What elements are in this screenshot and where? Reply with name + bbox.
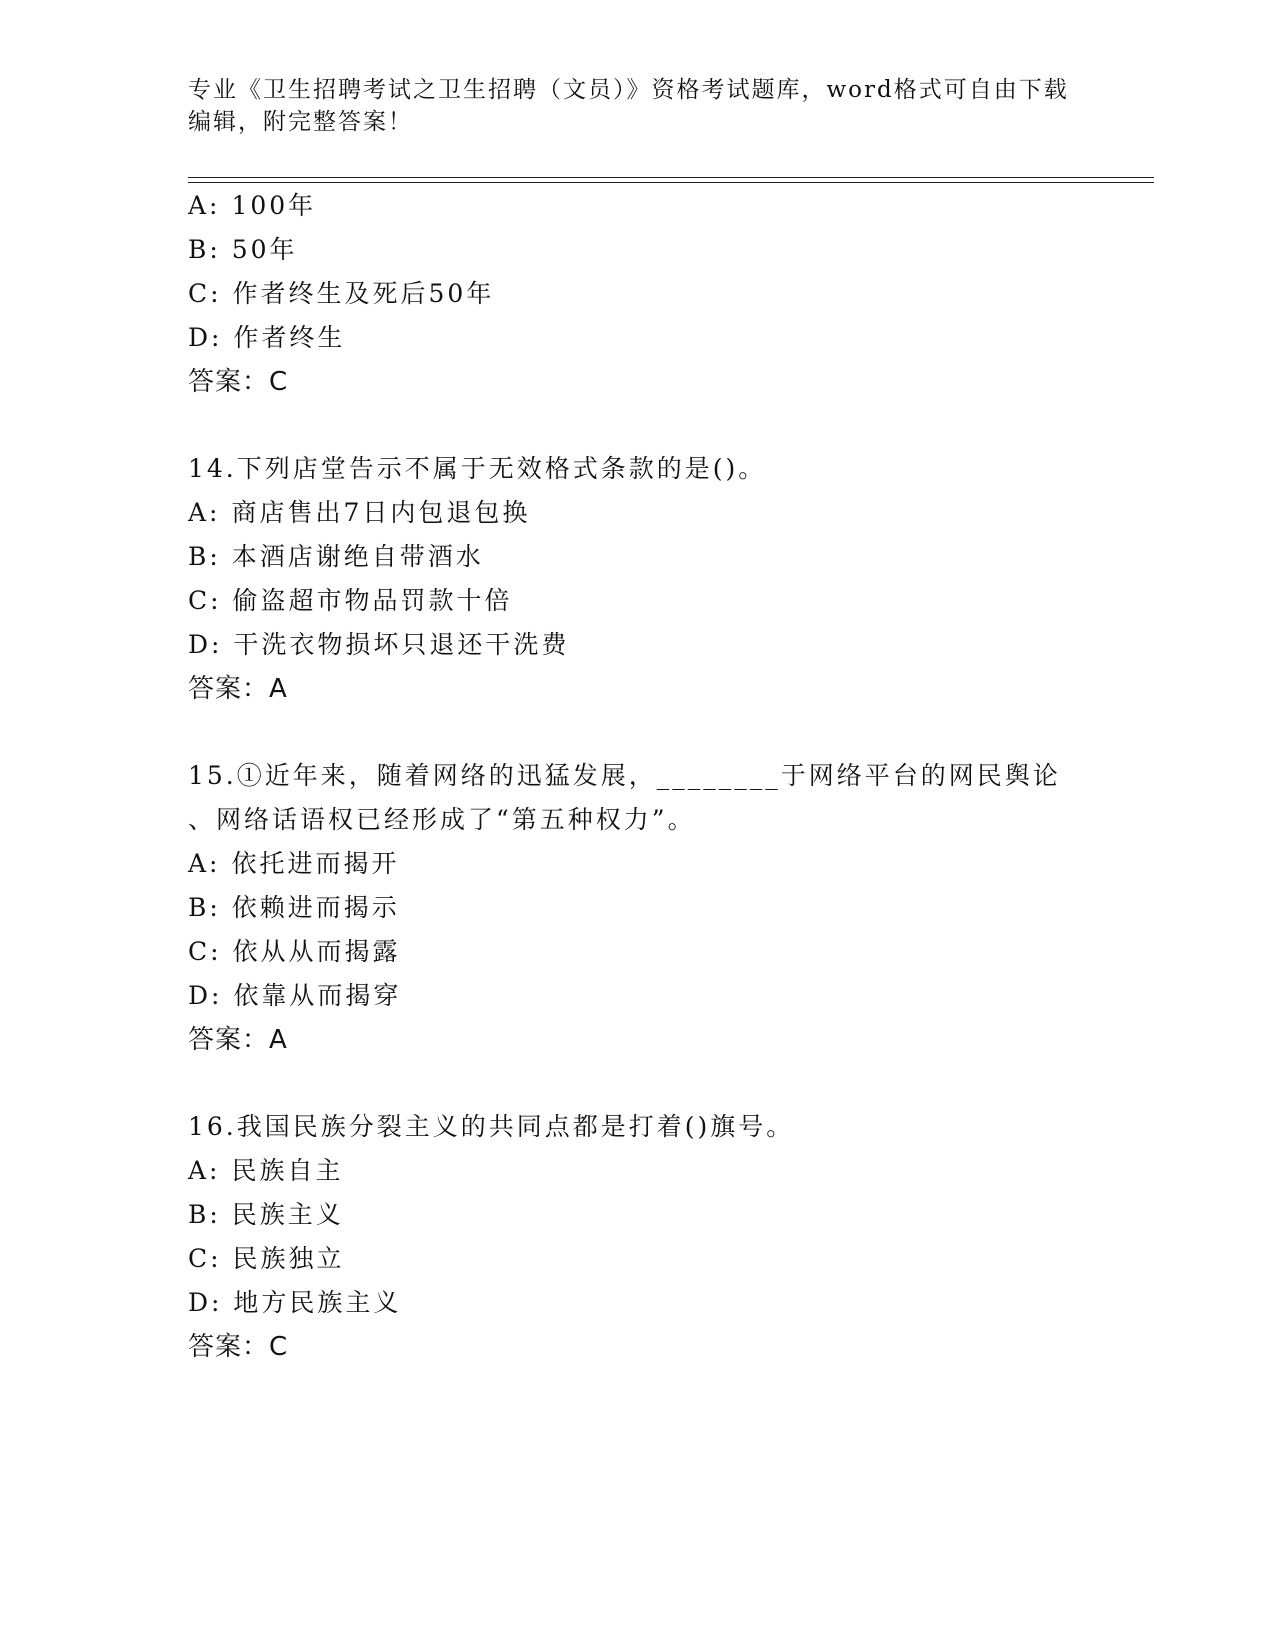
option-text: 偷盗超市物品罚款十倍 <box>232 586 513 615</box>
question-text: 下列店堂告示不属于无效格式条款的是()。 <box>236 454 767 483</box>
question-16-answer <box>188 1331 288 1363</box>
question-number: 14. <box>188 454 237 483</box>
option-text: 作者终生及死后50年 <box>232 279 495 308</box>
answer-value: C <box>269 367 289 397</box>
option-letter: C: <box>188 1244 222 1273</box>
question-14-option-c <box>188 585 513 617</box>
option-text: 依从从而揭露 <box>232 937 401 966</box>
option-letter: B: <box>188 542 221 571</box>
option-text: 地方民族主义 <box>233 1288 402 1317</box>
option-letter: B: <box>188 893 221 922</box>
header-divider-bottom <box>188 182 1154 183</box>
answer-label: 答案： <box>188 1332 270 1362</box>
option-letter: A: <box>188 498 221 527</box>
question-15-option-b <box>188 892 400 924</box>
question-14-option-b <box>188 541 484 573</box>
option-text: 依靠从而揭穿 <box>233 981 402 1010</box>
answer-value: A <box>269 1025 288 1055</box>
header-line-1: 专业《卫生招聘考试之卫生招聘（文员）》资格考试题库，word格式可自由下载 <box>188 77 1069 103</box>
option-letter: C: <box>188 937 222 966</box>
option-text: 100年 <box>231 191 317 220</box>
answer-value: C <box>269 1332 289 1362</box>
option-text: 50年 <box>231 235 298 264</box>
option-text: 民族自主 <box>231 1156 344 1185</box>
option-text: 干洗衣物损坏只退还干洗费 <box>233 630 570 659</box>
option-letter: A: <box>188 1156 221 1185</box>
question-text: 我国民族分裂主义的共同点都是打着()旗号。 <box>236 1112 795 1141</box>
question-15-answer <box>188 1024 288 1056</box>
question-15-stem-line-1 <box>188 760 1061 792</box>
prev-option-d <box>188 322 345 354</box>
question-15-option-d <box>188 980 401 1012</box>
question-number: 15. <box>188 761 237 790</box>
header-divider-top <box>188 177 1154 178</box>
option-text: 本酒店谢绝自带酒水 <box>231 542 484 571</box>
question-15-option-a <box>188 848 399 880</box>
question-15-option-c <box>188 936 401 968</box>
option-text: 民族主义 <box>231 1200 344 1229</box>
answer-label: 答案： <box>188 674 270 704</box>
question-16-stem <box>188 1111 794 1143</box>
prev-option-b <box>188 234 298 266</box>
question-16-option-c <box>188 1243 345 1275</box>
option-letter: D: <box>188 323 223 352</box>
option-letter: C: <box>188 279 222 308</box>
option-text: 依托进而揭开 <box>231 849 400 878</box>
document-header <box>188 74 1078 138</box>
question-16-option-b <box>188 1199 344 1231</box>
question-16-option-a <box>188 1155 343 1187</box>
option-letter: D: <box>188 981 223 1010</box>
option-text: 依赖进而揭示 <box>231 893 400 922</box>
question-14-answer <box>188 673 288 705</box>
option-text: 民族独立 <box>232 1244 345 1273</box>
question-16-option-d <box>188 1287 401 1319</box>
question-14-option-a <box>188 497 530 529</box>
prev-answer <box>188 366 288 398</box>
question-text: ①近年来，随着网络的迅猛发展，________于网络平台的网民舆论 <box>236 761 1061 790</box>
answer-value: A <box>269 674 288 704</box>
option-letter: C: <box>188 586 222 615</box>
answer-label: 答案： <box>188 1025 270 1055</box>
prev-option-c <box>188 278 494 310</box>
question-number: 16. <box>188 1112 237 1141</box>
option-letter: D: <box>188 1288 223 1317</box>
header-line-2: 编辑，附完整答案！ <box>188 109 413 135</box>
option-letter: A: <box>188 191 221 220</box>
option-text: 商店售出7日内包退包换 <box>231 498 531 527</box>
answer-label: 答案： <box>188 367 270 397</box>
prev-option-a <box>188 190 316 222</box>
question-15-stem-line-2: 、网络话语权已经形成了“第五种权力”。 <box>188 805 696 834</box>
option-letter: B: <box>188 235 221 264</box>
option-letter: A: <box>188 849 221 878</box>
option-text: 作者终生 <box>233 323 346 352</box>
question-14-option-d <box>188 629 569 661</box>
option-letter: D: <box>188 630 223 659</box>
option-letter: B: <box>188 1200 221 1229</box>
question-14-stem <box>188 453 766 485</box>
